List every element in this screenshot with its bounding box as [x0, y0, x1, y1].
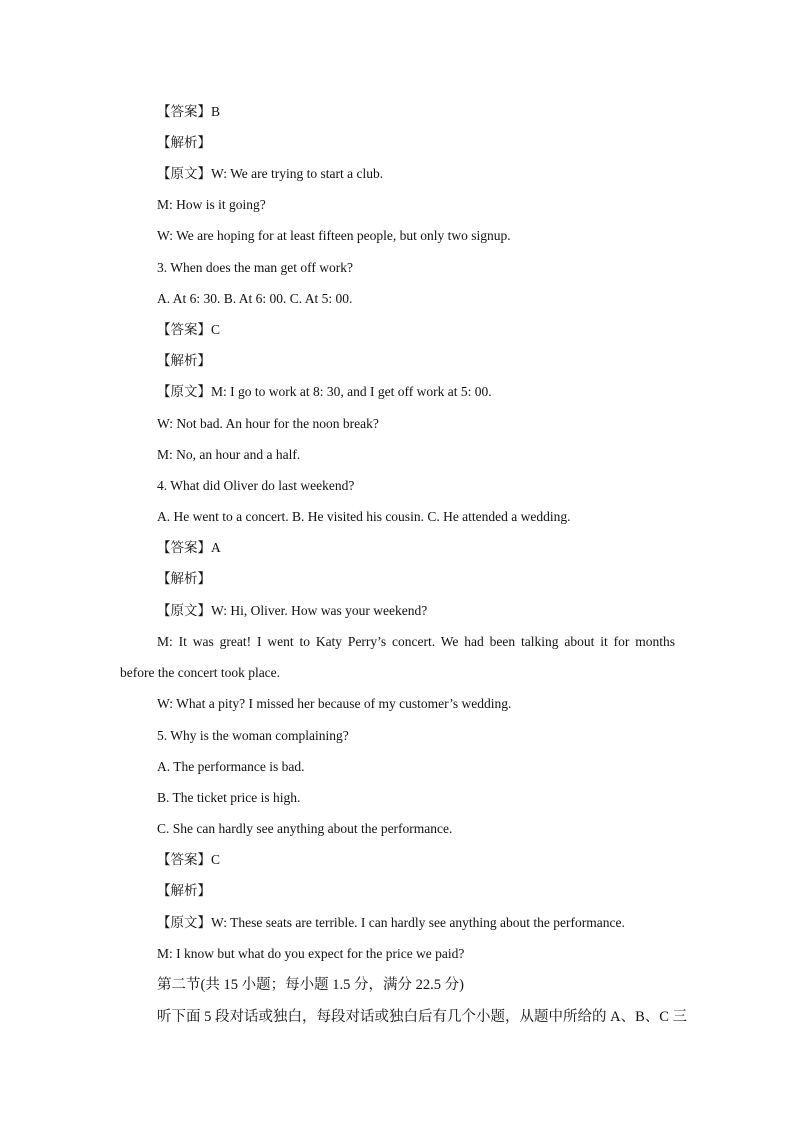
option-b-q5: B. The ticket price is high. — [157, 790, 301, 805]
analysis-label-q5: 【解析】 — [157, 883, 211, 898]
transcript-line-q4-2: M: It was great! I went to Katy Perry’s concert. We had been talking about it for months — [157, 634, 675, 649]
answer-label-q2: 【答案】B — [157, 104, 221, 119]
transcript-line-q2-2: M: How is it going? — [157, 197, 266, 212]
analysis-label-q2: 【解析】 — [157, 135, 211, 150]
options-q3: A. At 6: 30. B. At 6: 00. C. At 5: 00. — [157, 291, 353, 306]
transcript-line-q4-2-cont: before the concert took place. — [120, 665, 281, 680]
transcript-line-q3-2: W: Not bad. An hour for the noon break? — [157, 416, 379, 431]
option-c-q5: C. She can hardly see anything about the performance. — [157, 821, 453, 836]
question-3: 3. When does the man get off work? — [157, 260, 353, 275]
transcript-line-q4-3: W: What a pity? I missed her because of my customer’s wedding. — [157, 696, 512, 711]
section-heading: 第二节(共 15 小题；每小题 1.5 分，满分 22.5 分) — [157, 977, 464, 993]
transcript-line-q4-1: 【原文】W: Hi, Oliver. How was your weekend? — [157, 603, 428, 618]
transcript-line-q2-1: 【原文】W: We are trying to start a club. — [157, 166, 384, 181]
analysis-label-q3: 【解析】 — [157, 353, 211, 368]
transcript-line-q3-3: M: No, an hour and a half. — [157, 447, 301, 462]
transcript-line-q5-1: 【原文】W: These seats are terrible. I can hardly see anything about the performance. — [157, 915, 625, 930]
answer-label-q5: 【答案】C — [157, 852, 221, 867]
section-instructions: 听下面 5 段对话或独白，每段对话或独白后有几个小题，从题中所给的 A、B、C 三 — [157, 1009, 688, 1025]
answer-label-q3: 【答案】C — [157, 322, 221, 337]
transcript-line-q5-2: M: I know but what do you expect for the price we paid? — [157, 946, 465, 961]
option-a-q5: A. The performance is bad. — [157, 759, 305, 774]
question-5: 5. Why is the woman complaining? — [157, 728, 349, 743]
analysis-label-q4: 【解析】 — [157, 571, 211, 586]
options-q4: A. He went to a concert. B. He visited his cousin. C. He attended a wedding. — [157, 509, 571, 524]
transcript-line-q3-1: 【原文】M: I go to work at 8: 30, and I get off work at 5: 00. — [157, 384, 492, 399]
transcript-line-q2-3: W: We are hoping for at least fifteen people, but only two signup. — [157, 228, 511, 243]
answer-label-q4: 【答案】A — [157, 540, 221, 555]
question-4: 4. What did Oliver do last weekend? — [157, 478, 355, 493]
